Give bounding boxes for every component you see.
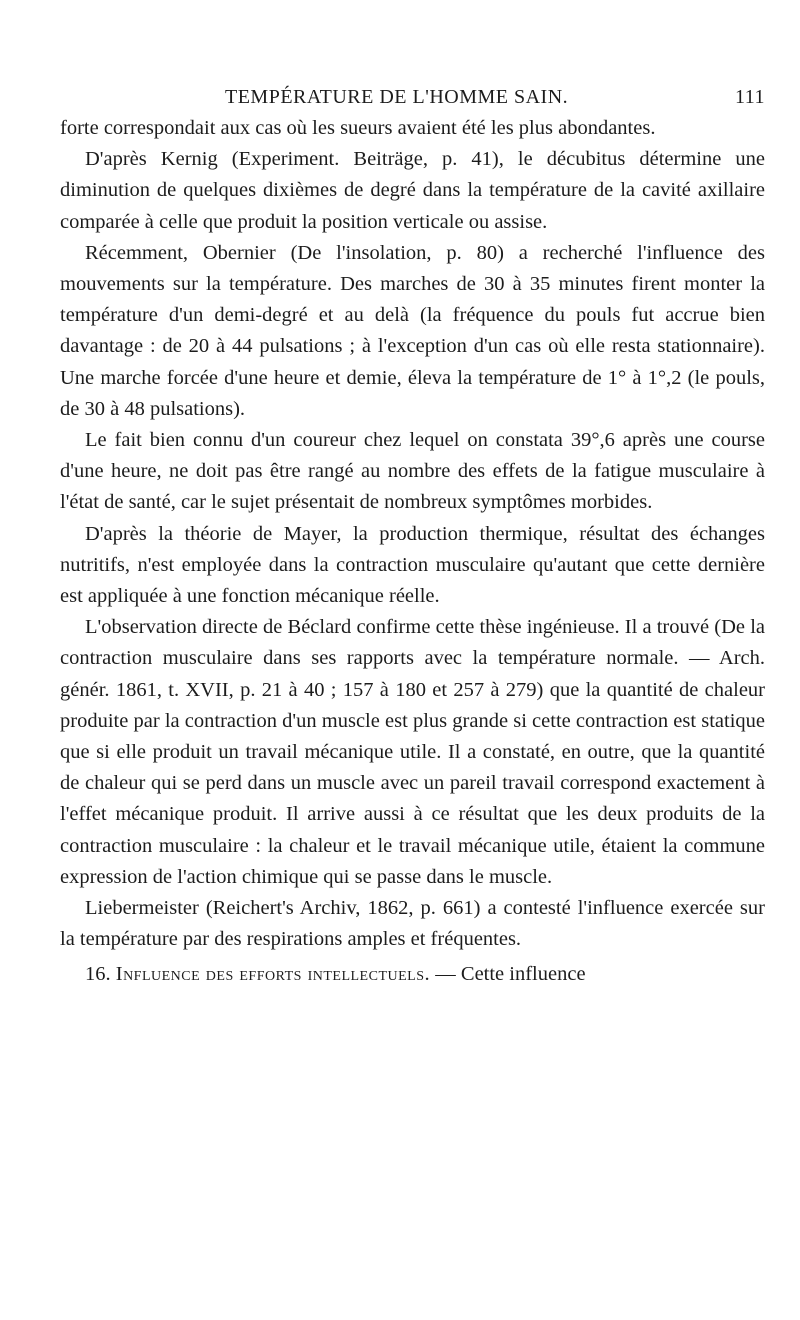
paragraph: Liebermeister (Reichert's Archiv, 1862, p. 661) a contesté l'influence exercée sur la température par des respirations amples et fréquentes.	[60, 897, 765, 951]
paragraph: D'après la théorie de Mayer, la production thermique, résultat des échanges nutritifs, n'est employée dans la contraction musculaire qu'autant que cette dernière est appliquée à une fonction mécanique réelle.	[60, 522, 765, 608]
section-number: 16.	[85, 963, 111, 986]
running-title: TEMPÉRATURE DE L'HOMME SAIN.	[225, 86, 569, 108]
paragraph: forte correspondait aux cas où les sueurs avaient été les plus abondantes.	[60, 117, 656, 139]
body-text	[60, 113, 765, 991]
paragraph: Récemment, Obernier (De l'insolation, p. 80) a recherché l'influence des mouvements sur la température. Des marches de 30 à 35 minutes firent monter la température d'un demi-degré et au delà (la fréquence du pouls fut accrue bien davantage : de 20 à 44 pulsations ; à l'exception d'un cas où elle resta stationnaire). Une marche forcée d'une heure et demie, éleva la température de 1° à 1°,2 (le pouls, de 30 à 48 pulsations).	[60, 241, 765, 420]
paragraph: D'après Kernig (Experiment. Beiträge, p. 41), le décubitus détermine une diminution de quelques dixièmes de degré dans la température de la cavité axillaire comparée à celle que produit la position verticale ou assise.	[60, 148, 765, 233]
paragraph: L'observation directe de Béclard confirme cette thèse ingénieuse. Il a trouvé (De la contraction musculaire dans ses rapports avec la température normale. — Arch. génér. 1861, t. XVII, p. 21 à 40 ; 157 à 180 et 257 à 279) que la quantité de chaleur produite par la contraction d'un muscle est plus grande si cette contraction est statique que si elle produit un travail mécanique utile. Il a constaté, en outre, que la quantité de chaleur qui se perd dans un muscle avec un pareil travail correspond exactement à l'effet mécanique produit. Il arrive aussi à ce résultat que les deux produits de la contraction musculaire : la chaleur et le travail mécanique utile, étaient la commune expression de l'action chimique qui se passe dans le muscle.	[60, 616, 765, 888]
section-dash: —	[435, 963, 456, 986]
section-text: Cette influence	[460, 963, 586, 986]
section-heading	[60, 959, 765, 990]
paragraph: Le fait bien connu d'un coureur chez lequel on constata 39°,6 après une course d'une heure, ne doit pas être rangé au nombre des effets de la fatigue musculaire à l'état de santé, car le sujet présentait de nombreux symptômes morbides.	[60, 429, 765, 514]
section-title: Influence des efforts intellectuels.	[115, 963, 431, 986]
page-number: 111	[734, 86, 765, 108]
